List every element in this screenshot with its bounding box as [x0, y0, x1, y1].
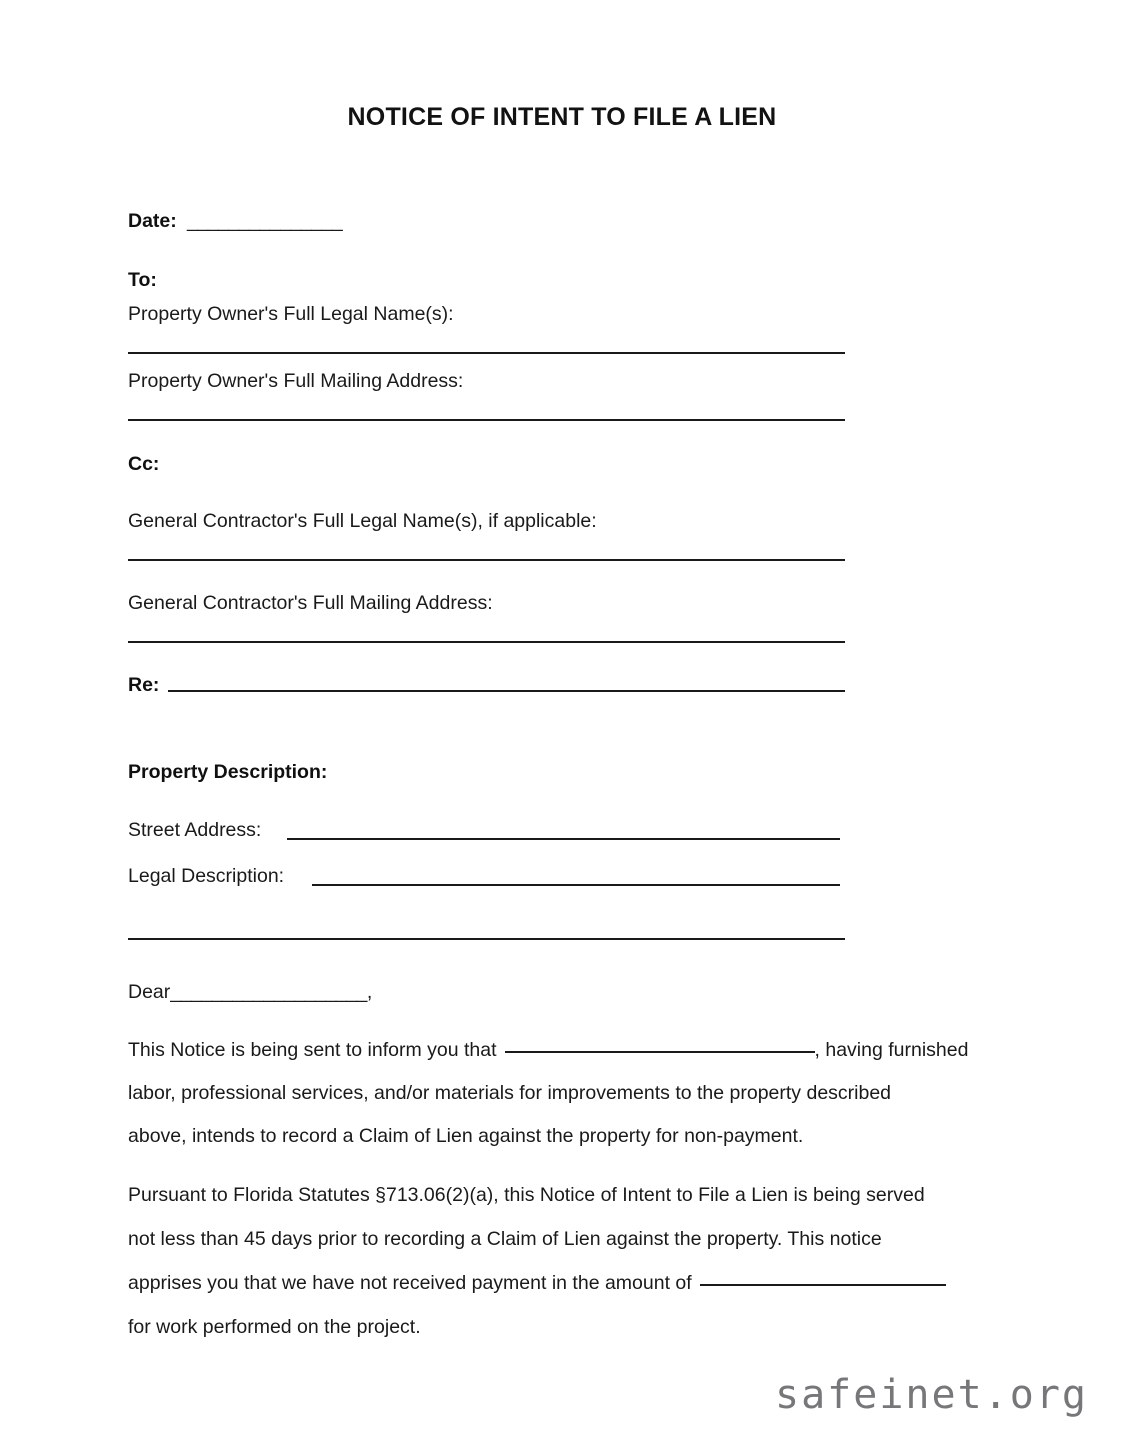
street-address-field[interactable]: [287, 838, 840, 840]
owner-address-label: Property Owner's Full Mailing Address:: [128, 370, 464, 392]
re-label: Re:: [128, 674, 160, 696]
paragraph-2-line-1: Pursuant to Florida Statutes §713.06(2)(a), this Notice of Intent to File a Lien is being served: [128, 1184, 925, 1206]
salutation-suffix: ,: [366, 981, 373, 1003]
salutation-prefix: Dear: [128, 981, 171, 1003]
paragraph-2-line-4: for work performed on the project.: [128, 1316, 421, 1338]
watermark: safeinet.org: [775, 1372, 1088, 1418]
claimant-name-field[interactable]: [505, 1051, 815, 1053]
paragraph-1-line-1-before-blank: This Notice is being sent to inform you that: [128, 1039, 497, 1061]
salutation-blank-field[interactable]: ___________________: [170, 981, 367, 1003]
street-address-label: Street Address:: [128, 819, 262, 841]
paragraph-2-line-2: not less than 45 days prior to recording a Claim of Lien against the property. This notice: [128, 1228, 882, 1250]
salutation-line: [128, 980, 372, 1004]
payment-amount-field[interactable]: [700, 1284, 946, 1286]
owner-name-field[interactable]: [128, 352, 845, 354]
paragraph-1-line-2: labor, professional services, and/or materials for improvements to the property described: [128, 1082, 892, 1104]
re-field[interactable]: [168, 690, 845, 692]
legal-description-field[interactable]: [312, 884, 840, 886]
to-label: To:: [128, 269, 157, 291]
contractor-address-field[interactable]: [128, 641, 845, 643]
legal-description-continued-field[interactable]: [128, 938, 845, 940]
page-title: NOTICE OF INTENT TO FILE A LIEN: [347, 103, 777, 131]
contractor-name-field[interactable]: [128, 559, 845, 561]
contractor-name-label: General Contractor's Full Legal Name(s), if applicable:: [128, 510, 597, 532]
paragraph-1-line-1-after-blank: , having furnished: [814, 1039, 969, 1061]
paragraph-1-line-3: above, intends to record a Claim of Lien against the property for non-payment.: [128, 1125, 804, 1147]
cc-label: Cc:: [128, 453, 160, 475]
paragraph-2-line-3: [128, 1271, 946, 1295]
property-description-label: Property Description:: [128, 761, 328, 783]
date-label: Date:: [128, 210, 177, 232]
owner-address-field[interactable]: [128, 419, 845, 421]
date-blank-field[interactable]: _______________: [187, 210, 343, 232]
contractor-address-label: General Contractor's Full Mailing Address:: [128, 592, 493, 614]
legal-description-label: Legal Description:: [128, 865, 285, 887]
paragraph-1-line-1: [128, 1038, 968, 1062]
owner-name-label: Property Owner's Full Legal Name(s):: [128, 303, 454, 325]
paragraph-2-line-3-before-blank: apprises you that we have not received payment in the amount of: [128, 1272, 692, 1294]
